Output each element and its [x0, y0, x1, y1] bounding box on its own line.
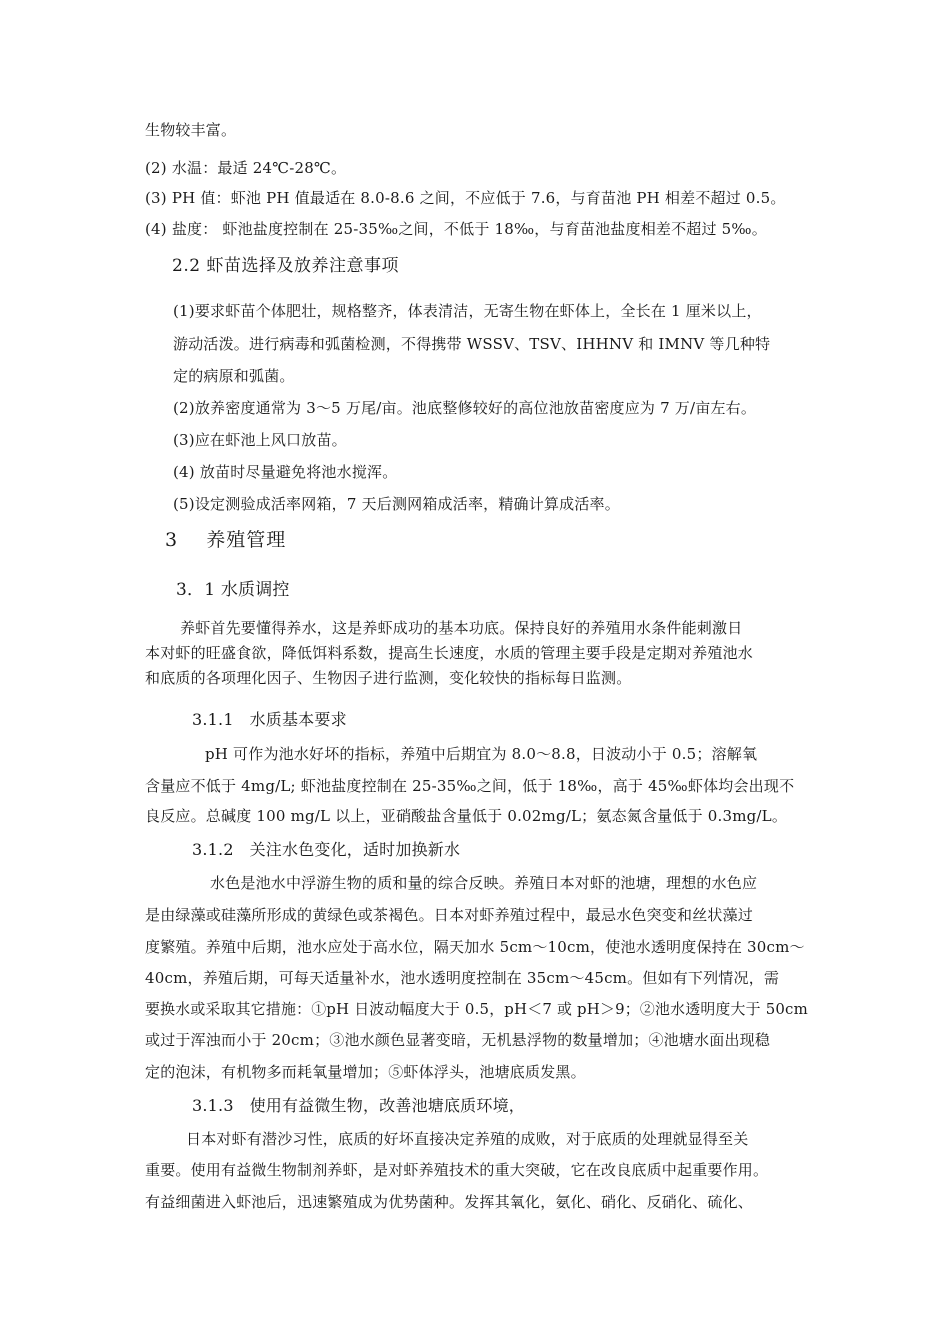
list-item-stocking-density: (2)放养密度通常为 3～5 万尾/亩。池底整修较好的高位池放苗密度应为 7 万/亩左右。	[173, 399, 757, 417]
list-item-shrimp-fry: (1)要求虾苗个体肥壮，规格整齐，体表清洁，无寄生物在虾体上，全长在 1 厘米以上，	[173, 302, 762, 320]
section-heading-3-1: 3．1 水质调控	[176, 580, 290, 600]
paragraph-line: 重要。使用有益微生物制剂养虾，是对虾养殖技术的重大突破，它在改良底质中起重要作用。	[145, 1161, 769, 1179]
paragraph-line: 本对虾的旺盛食欲，降低饵料系数，提高生长速度，水质的管理主要手段是定期对养殖池水	[145, 644, 754, 662]
list-item-ph: (3) PH 值：虾池 PH 值最适在 8.0-8.6 之间，不应低于 7.6，与育苗池 PH 相差不超过 0.5。	[145, 189, 786, 207]
paragraph-line: 度繁殖。养殖中后期，池水应处于高水位，隔天加水 5cm～10cm，使池水透明度保持在 30cm～	[145, 938, 805, 956]
list-item-water-temperature: (2) 水温：最适 24℃-28℃。	[145, 159, 347, 177]
section-heading-2-2: 2.2 虾苗选择及放养注意事项	[172, 256, 399, 276]
paragraph-line: 水色是池水中浮游生物的质和量的综合反映。养殖日本对虾的池塘，理想的水色应	[210, 874, 758, 892]
paragraph-line: 含量应不低于 4mg/L; 虾池盐度控制在 25-35‰之间，低于 18‰，高于 45‰虾体均会出现不	[145, 777, 795, 795]
list-item-survival-net: (5)设定测验成活率网箱，7 天后测网箱成活率，精确计算成活率。	[173, 495, 620, 513]
paragraph-line: 生物较丰富。	[145, 121, 237, 139]
section-heading-3-1-3: 3.1.3 使用有益微生物，改善池塘底质环境，	[192, 1096, 525, 1115]
paragraph-line: 要换水或采取其它措施：①pH 日波动幅度大于 0.5，pH＜7 或 pH＞9；②池水透明度大于 50cm	[145, 1000, 808, 1018]
section-heading-3: 3 养殖管理	[165, 529, 287, 551]
paragraph-line: 40cm，养殖后期，可每天适量补水，池水透明度控制在 35cm～45cm。但如有下列情况，需	[145, 969, 780, 987]
paragraph-line: 或过于浑浊而小于 20cm；③池水颜色显著变暗，无机悬浮物的数量增加；④池塘水面出现稳	[145, 1031, 771, 1049]
paragraph-line: 定的病原和弧菌。	[173, 367, 295, 385]
paragraph-line: 游动活泼。进行病毒和弧菌检测，不得携带 WSSV、TSV、IHHNV 和 IMNV 等几种特	[173, 335, 771, 353]
list-item-avoid-muddy: (4) 放苗时尽量避免将池水搅浑。	[173, 463, 398, 481]
paragraph-line: 日本对虾有潜沙习性，底质的好坏直接决定养殖的成败，对于底质的处理就显得至关	[186, 1130, 749, 1148]
paragraph-line: 是由绿藻或硅藻所形成的黄绿色或茶褐色。日本对虾养殖过程中，最忌水色突变和丝状藻过	[145, 906, 754, 924]
paragraph-line: 定的泡沫，有机物多而耗氧量增加；⑤虾体浮头，池塘底质发黑。	[145, 1063, 586, 1081]
paragraph-line: 有益细菌进入虾池后，迅速繁殖成为优势菌种。发挥其氧化，氨化、硝化、反硝化、硫化、	[145, 1193, 754, 1211]
paragraph-line: 和底质的各项理化因子、生物因子进行监测，变化较快的指标每日监测。	[145, 669, 632, 687]
section-heading-3-1-1: 3.1.1 水质基本要求	[192, 710, 347, 729]
paragraph-line: 养虾首先要懂得养水，这是养虾成功的基本功底。保持良好的养殖用水条件能刺激日	[180, 619, 743, 637]
paragraph-line: 良反应。总碱度 100 mg/L 以上，亚硝酸盐含量低于 0.02mg/L；氨态氮含量低于 0.3mg/L。	[145, 807, 788, 825]
list-item-upwind-release: (3)应在虾池上风口放苗。	[173, 431, 347, 449]
list-item-salinity: (4) 盐度： 虾池盐度控制在 25-35‰之间，不低于 18‰，与育苗池盐度相差不超过 5‰。	[145, 220, 767, 238]
paragraph-line: pH 可作为池水好坏的指标，养殖中后期宜为 8.0～8.8，日波动小于 0.5；溶解氧	[205, 745, 758, 763]
section-heading-3-1-2: 3.1.2 关注水色变化，适时加换新水	[192, 840, 461, 859]
